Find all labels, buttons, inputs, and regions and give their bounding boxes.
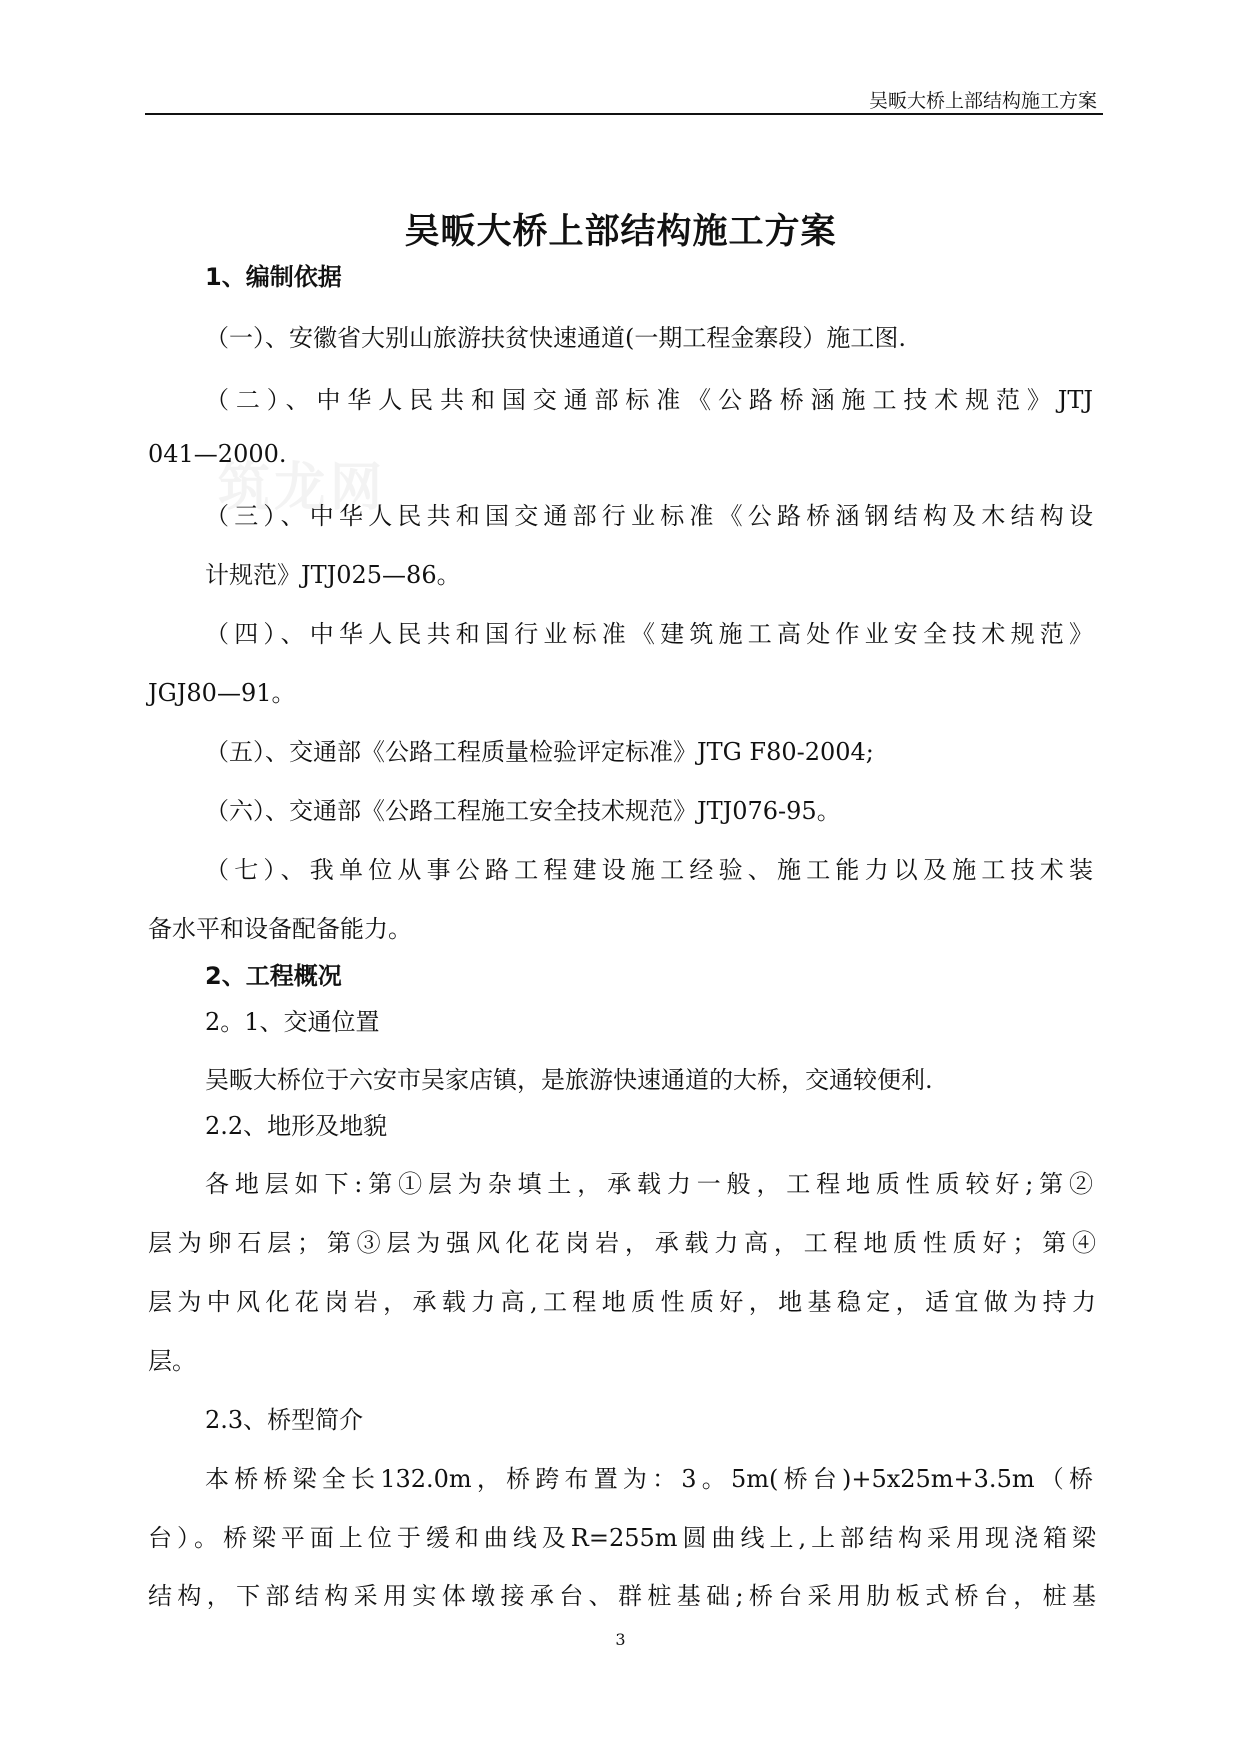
text-line: （五）、交通部《公路工程质量检验评定标准》JTG F80-2004; bbox=[205, 738, 874, 766]
page-number: 3 bbox=[615, 1630, 626, 1649]
text-line: （二）、中华人民共和国交通部标准《公路桥涵施工技术规范》JTJ bbox=[205, 386, 1093, 414]
text-line: 结构，下部结构采用实体墩接承台、群桩基础;桥台采用肋板式桥台，桩基 bbox=[148, 1582, 1096, 1610]
subsection-heading: 2.2、地形及地貌 bbox=[205, 1112, 388, 1140]
text-line: 备水平和设备配备能力。 bbox=[148, 915, 412, 943]
text-line: 吴畈大桥位于六安市吴家店镇，是旅游快速通道的大桥，交通较便利. bbox=[205, 1066, 933, 1094]
text-line: 本桥桥梁全长132.0m，桥跨布置为：3。5m(桥台)+5x25m+3.5m（桥 bbox=[205, 1465, 1093, 1493]
running-header: 吴畈大桥上部结构施工方案 bbox=[868, 90, 1097, 112]
text-line: （一）、安徽省大别山旅游扶贫快速通道(一期工程金寨段）施工图. bbox=[205, 324, 906, 352]
text-line: （三）、中华人民共和国交通部行业标准《公路桥涵钢结构及木结构设 bbox=[205, 502, 1093, 530]
header-rule bbox=[145, 113, 1103, 115]
text-line: （七）、我单位从事公路工程建设施工经验、施工能力以及施工技术装 bbox=[205, 856, 1093, 884]
text-line: 计规范》JTJ025—86。 bbox=[205, 561, 461, 589]
document-title: 吴畈大桥上部结构施工方案 bbox=[404, 211, 837, 252]
text-line: （六）、交通部《公路工程施工安全技术规范》JTJ076-95。 bbox=[205, 797, 841, 825]
text-line: 层。 bbox=[148, 1347, 196, 1375]
section-heading: 2、工程概况 bbox=[205, 962, 342, 990]
text-line: 041—2000. bbox=[148, 440, 287, 468]
subsection-heading: 2.3、桥型简介 bbox=[205, 1406, 364, 1434]
text-line: （四）、中华人民共和国行业标准《建筑施工高处作业安全技术规范》 bbox=[205, 620, 1093, 648]
text-line: JGJ80—91。 bbox=[148, 679, 296, 707]
watermark: 筑龙网 bbox=[218, 457, 387, 518]
section-heading: 1、编制依据 bbox=[205, 263, 342, 291]
text-line: 层为卵石层；第③层为强风化花岗岩，承载力高，工程地质性质好；第④ bbox=[148, 1229, 1096, 1257]
subsection-heading: 2。1、交通位置 bbox=[205, 1008, 380, 1036]
text-line: 台）。桥梁平面上位于缓和曲线及R=255m圆曲线上,上部结构采用现浇箱梁 bbox=[148, 1524, 1096, 1552]
text-line: 各地层如下:第①层为杂填土，承载力一般，工程地质性质较好;第② bbox=[205, 1170, 1093, 1198]
text-line: 层为中风化花岗岩，承载力高,工程地质性质好，地基稳定，适宜做为持力 bbox=[148, 1288, 1096, 1316]
